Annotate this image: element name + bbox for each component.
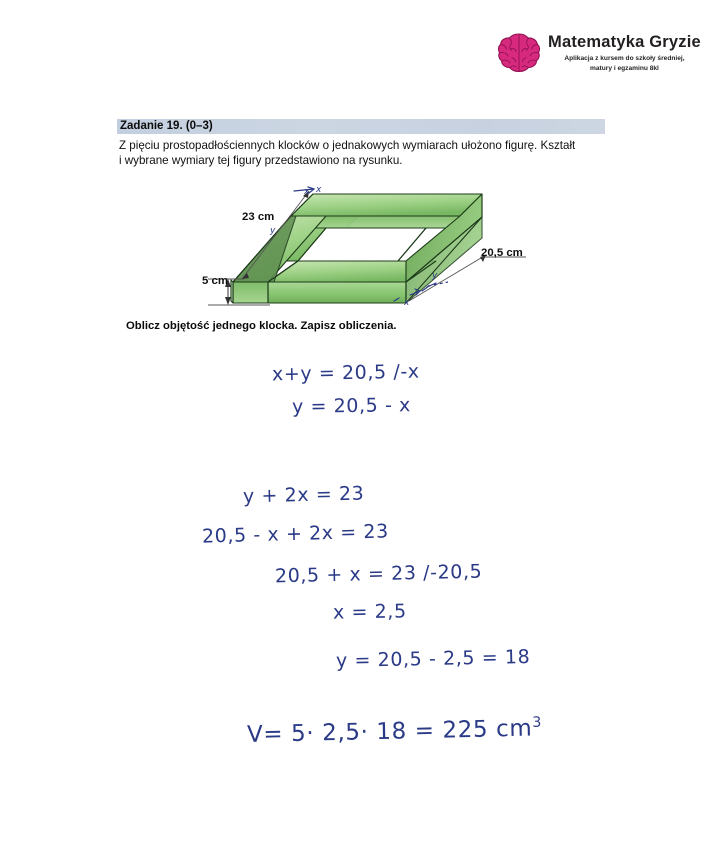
task-question: Oblicz objętość jednego klocka. Zapisz obliczenia.: [126, 320, 397, 332]
task-description: [119, 138, 576, 169]
logo-title: Matematyka Gryzie: [548, 33, 701, 51]
dimension-label-5: 5 cm: [202, 275, 228, 287]
solution-final-answer: [247, 715, 543, 748]
logo-text-group: [548, 30, 701, 73]
figure-annotation-x-top2: x: [316, 185, 322, 195]
task-description-line1: Z pięciu prostopadłościennych klocków o jednakowych wymiarach ułożono figurę. Kształt: [119, 139, 576, 152]
solution-line-4: 20,5 - x + 2x = 23: [201, 520, 390, 548]
solution-line-1: x+y = 20,5 /-x: [271, 360, 420, 386]
figure-annotation-x-right: x: [404, 298, 410, 308]
dimension-label-23: 23 cm: [242, 211, 275, 223]
logo-tagline-line2: matury i egzaminu 8kl: [590, 64, 659, 72]
task-header-label: Zadanie 19. (0–3): [120, 120, 213, 132]
figure-annotation-y-right: y: [432, 271, 438, 281]
solution-line-2: y = 20,5 - x: [291, 394, 412, 418]
solution-final-text: V= 5· 2,5· 18 = 225 cm: [246, 715, 533, 749]
brain-icon: [497, 32, 541, 74]
dimension-label-205: 20,5 cm: [481, 247, 523, 259]
solution-line-3: y + 2x = 23: [242, 482, 365, 508]
figure-annotation-x-top: x: [304, 187, 310, 197]
logo-tagline: [548, 54, 701, 73]
task-description-line2: i wybrane wymiary tej figury przedstawiono na rysunku.: [119, 154, 403, 168]
logo-tagline-line1: Aplikacja z kursem do szkoły średniej,: [564, 55, 685, 63]
solution-line-7: y = 20,5 - 2,5 = 18: [335, 645, 531, 673]
solution-final-exponent: 3: [532, 714, 543, 731]
figure-annotation-y-left: y: [270, 226, 276, 236]
solution-line-5: 20,5 + x = 23 /-20,5: [274, 560, 483, 588]
solution-line-6: x = 2,5: [332, 600, 407, 624]
brand-logo: [497, 30, 701, 74]
